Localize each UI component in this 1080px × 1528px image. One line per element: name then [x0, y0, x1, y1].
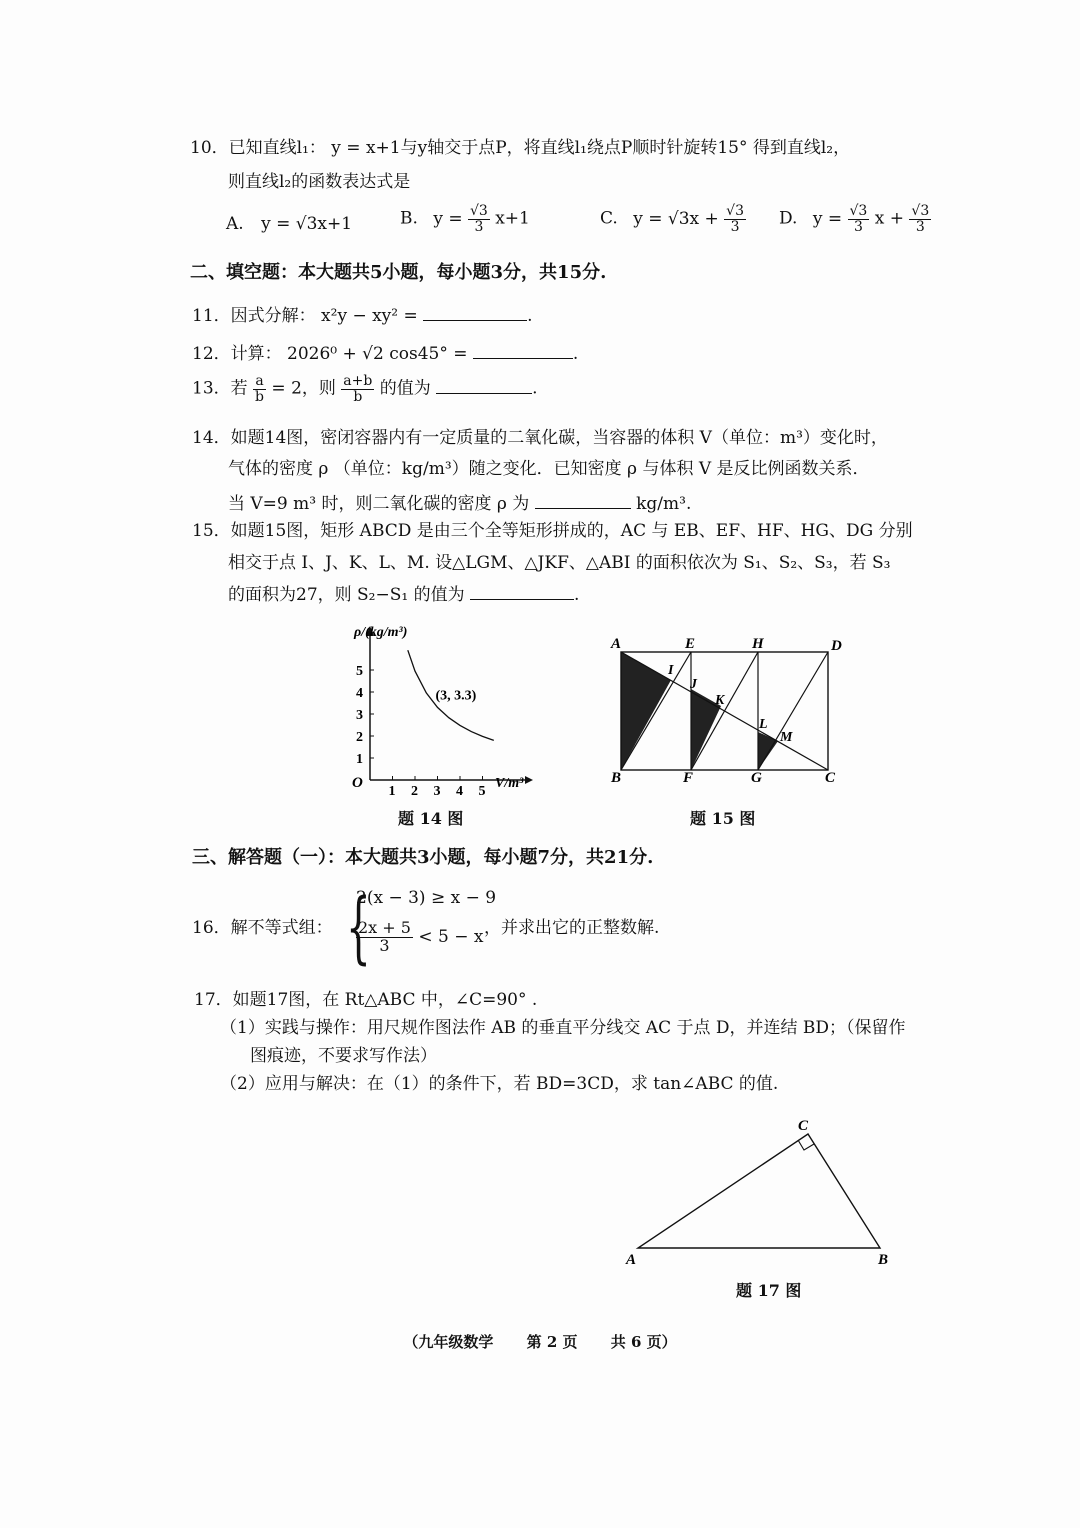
- segment-dg: [758, 652, 828, 770]
- x-tick-label: 4: [456, 784, 463, 799]
- q15-line3-pre: 的面积为27，则 S₂−S₁ 的值为: [228, 585, 465, 605]
- q13-end: .: [532, 378, 538, 399]
- label-g: G: [751, 770, 762, 786]
- option-expr: y = √3x+1: [261, 214, 353, 234]
- right-angle-mark: [798, 1140, 814, 1150]
- q17-line2: （1）实践与操作：用尺规作图法作 AB 的垂直平分线交 AC 于点 D，并连结 BD；（保留作: [220, 1018, 906, 1038]
- q16-post: ，并求出它的正整数解.: [484, 918, 660, 938]
- frac-den: b: [353, 388, 363, 405]
- fraction: [724, 204, 746, 234]
- q17-line1: 17．如题17图，在 Rt△ABC 中，∠C=90° .: [194, 990, 538, 1010]
- fraction: [341, 374, 374, 404]
- label-c: C: [825, 770, 836, 786]
- origin-label: O: [352, 775, 363, 791]
- footer-subject: （九年级数学: [403, 1333, 494, 1351]
- y-tick-label: 3: [356, 708, 363, 723]
- frac-den: 3: [379, 935, 390, 955]
- label-a: A: [626, 1252, 637, 1268]
- label-b: B: [611, 770, 622, 786]
- frac-den: b: [255, 388, 265, 405]
- brace: {: [346, 883, 371, 973]
- option-label: C.: [600, 208, 618, 229]
- x-axis-arrow: [525, 776, 533, 784]
- frac-num: a: [253, 374, 266, 390]
- q17-line4: （2）应用与解决：在（1）的条件下，若 BD=3CD，求 tan∠ABC 的值.: [220, 1074, 779, 1094]
- q10-option-c: [600, 204, 746, 234]
- q12-text: 12．计算： 2026⁰ + √2 cos45° =: [192, 344, 468, 364]
- q13-pre: 13．若: [192, 378, 248, 399]
- q13: [192, 374, 538, 404]
- fraction: [848, 204, 870, 234]
- q10-line2: 则直线l₂的函数表达式是: [228, 172, 411, 192]
- fraction: [253, 374, 266, 404]
- label-m: M: [780, 730, 793, 745]
- answer-blank[interactable]: [535, 492, 631, 509]
- point-label: (3, 3.3): [435, 688, 477, 704]
- label-l: L: [759, 717, 768, 732]
- fig17-caption: 题 17 图: [736, 1281, 802, 1300]
- q10-options: [226, 203, 930, 252]
- frac-num: √3: [469, 203, 488, 219]
- q14-line3-pre: 当 V=9 m³ 时，则二氧化碳的密度 ρ 为: [228, 494, 530, 514]
- x-tick-label: 5: [478, 784, 486, 799]
- q15-line3-end: .: [574, 585, 580, 605]
- label-e: E: [685, 636, 696, 652]
- q14-line3-post: kg/m³.: [636, 494, 692, 514]
- frac-den: 3: [474, 218, 484, 235]
- q15-line1: 15．如题15图，矩形 ABCD 是由三个全等矩形拼成的，AC 与 EB、EF、HF、HG、DG 分别: [192, 521, 913, 541]
- frac-num: √3: [911, 203, 930, 219]
- option-expr-mid: x +: [874, 208, 904, 229]
- fig15-caption: 题 15 图: [690, 809, 756, 828]
- label-d: D: [831, 638, 842, 654]
- q10-option-d: [779, 204, 931, 234]
- x-tick-label: 3: [433, 784, 441, 799]
- y-tick-label: 1: [356, 752, 363, 767]
- q16-pre: 16．解不等式组：: [192, 918, 333, 938]
- frac-num: a+b: [343, 373, 373, 389]
- frac-den: 3: [915, 218, 925, 235]
- q14-line2: 气体的密度 ρ （单位：kg/m³）随之变化．已知密度 ρ 与体积 V 是反比例函数关系．: [228, 459, 870, 479]
- label-j: J: [690, 677, 697, 692]
- option-label: D.: [779, 208, 798, 229]
- label-a: A: [611, 636, 622, 652]
- q12: [192, 342, 578, 364]
- q10-option-b: [400, 204, 530, 234]
- label-k: K: [715, 693, 725, 708]
- q15-line3: [228, 583, 579, 605]
- frac-num: 2x + 5: [358, 918, 411, 937]
- label-b: B: [878, 1252, 889, 1268]
- answer-blank[interactable]: [423, 304, 527, 321]
- fraction: [356, 920, 413, 955]
- answer-blank[interactable]: [473, 342, 573, 359]
- q11-end: .: [527, 306, 533, 326]
- ineq-1: 2(x − 3) ≥ x − 9: [356, 888, 497, 908]
- ineq-2-rhs: < 5 − x: [418, 926, 484, 947]
- q11-text: 11．因式分解： x²y − xy² =: [192, 306, 418, 326]
- x-tick-label: 2: [411, 784, 418, 799]
- frac-num: √3: [849, 203, 868, 219]
- q15-line2: 相交于点 I、J、K、L、M. 设△LGM、△JKF、△ABI 的面积依次为 S₁、S₂、S₃，若 S₃: [228, 553, 891, 573]
- answer-blank[interactable]: [470, 583, 574, 600]
- q14-line3: [228, 492, 691, 514]
- fraction: [468, 204, 490, 234]
- q17-line3: 图痕迹，不要求写作法）: [250, 1046, 437, 1066]
- option-expr-pre: y =: [433, 208, 463, 229]
- y-tick-label: 5: [356, 664, 363, 679]
- q13-mid: = 2，则: [271, 378, 336, 399]
- q14-line1: 14．如题14图，密闭容器内有一定质量的二氧化碳，当容器的体积 V（单位：m³）变化时，: [192, 428, 888, 448]
- axis-ticks: [356, 664, 486, 799]
- page-footer: [0, 1331, 1080, 1352]
- frac-den: 3: [853, 218, 863, 235]
- label-h: H: [752, 636, 764, 652]
- fraction: [909, 204, 931, 234]
- option-expr-pre: y =: [812, 208, 843, 229]
- answer-blank[interactable]: [436, 377, 532, 394]
- ineq-2: [356, 920, 483, 955]
- figure-17-triangle: [620, 1112, 900, 1272]
- option-expr-post: x+1: [495, 208, 530, 229]
- frac-num: √3: [726, 203, 744, 219]
- fig14-caption: 题 14 图: [398, 809, 464, 828]
- q13-post: 的值为: [379, 378, 431, 399]
- footer-page: 第 2 页: [526, 1333, 578, 1351]
- option-expr-pre: y = √3x +: [633, 208, 719, 229]
- q10-option-a: [226, 214, 352, 234]
- figure-14-chart: [340, 620, 540, 800]
- triangle-abc: [638, 1134, 880, 1248]
- x-axis-label: V/m³: [495, 776, 524, 791]
- triangle-abi: [621, 652, 671, 770]
- x-tick-label: 1: [388, 784, 396, 799]
- q11: [192, 304, 533, 326]
- option-label: B.: [400, 208, 418, 229]
- y-tick-label: 2: [356, 730, 363, 745]
- label-i: I: [668, 663, 674, 678]
- label-c: C: [798, 1118, 809, 1134]
- footer-total: 共 6 页）: [610, 1333, 677, 1351]
- label-f: F: [683, 770, 694, 786]
- figure-15-diagram: [605, 630, 850, 790]
- y-tick-label: 4: [356, 686, 363, 701]
- section-3-heading: 三、解答题（一）：本大题共3小题，每小题7分，共21分.: [192, 847, 654, 868]
- frac-den: 3: [730, 218, 740, 235]
- option-label: A.: [226, 214, 244, 234]
- y-axis-label: ρ/(kg/m³): [354, 625, 408, 640]
- q12-end: .: [572, 344, 579, 364]
- section-2-heading: 二、填空题：本大题共5小题，每小题3分，共15分.: [190, 262, 607, 283]
- q10-line1: 10．已知直线l₁： y = x+1与y轴交于点P，将直线l₁绕点P顺时针旋转15° 得到直线l₂，: [190, 138, 851, 158]
